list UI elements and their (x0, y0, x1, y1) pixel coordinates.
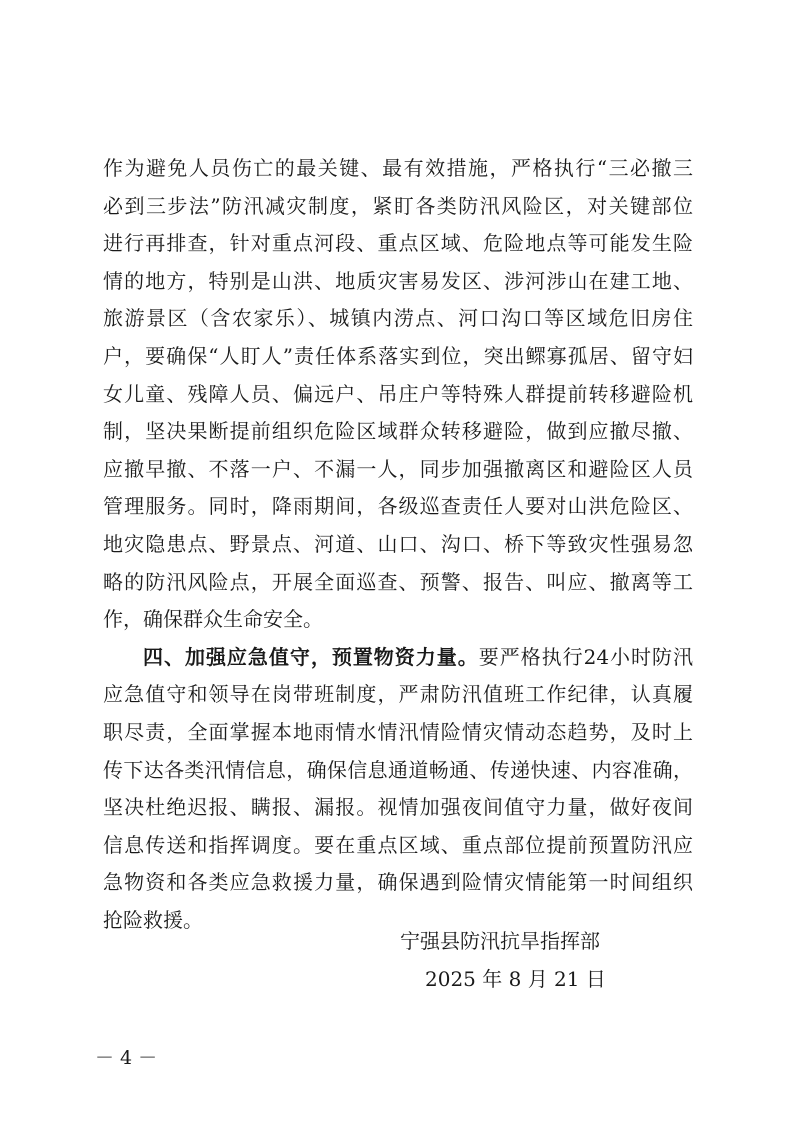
paragraph-line: 必到三步法”防汛减灾制度，紧盯各类防汛风险区，对关键部位 (103, 193, 693, 218)
body-text (103, 150, 693, 939)
paragraph-line: 抢险救援。 (103, 907, 203, 932)
paragraph-line: 应撤早撤、不落一户、不漏一人，同步加强撤离区和避险区人员 (103, 456, 693, 481)
page-number: － 4 － (95, 1047, 158, 1069)
paragraph-line: 女儿童、残障人员、偏远户、吊庄户等特殊人群提前转移避险机 (103, 381, 693, 406)
paragraph-line: 作为避免人员伤亡的最关键、最有效措施，严格执行“三必撤三 (103, 156, 693, 180)
paragraph-line: 进行再排查，针对重点河段、重点区域、危险地点等可能发生险 (103, 231, 693, 256)
paragraph-line: 户，要确保“人盯人”责任体系落实到位，突出鳏寡孤居、留守妇 (103, 343, 693, 368)
paragraph-line: 职尽责，全面掌握本地雨情水情汛情险情灾情动态趋势，及时上 (103, 719, 693, 744)
signature-block (400, 922, 700, 998)
section-four-heading: 四、加强应急值守，预置物资力量。 (143, 644, 479, 669)
paragraph-line: 制，坚决果断提前组织危险区域群众转移避险，做到应撤尽撤、 (103, 419, 693, 444)
signature-date: 2025 年 8 月 21 日 (425, 967, 606, 991)
paragraph-line: 管理服务。同时，降雨期间，各级巡查责任人要对山洪危险区、 (103, 494, 693, 519)
section-four-first-line-text: 要严格执行24小时防汛 (478, 644, 693, 669)
paragraph-line: 急物资和各类应急救援力量，确保遇到险情灾情能第一时间组织 (103, 870, 693, 895)
paragraph-line: 略的防汛风险点，开展全面巡查、预警、报告、叫应、撤离等工 (103, 569, 693, 594)
section-four-first-line (103, 639, 693, 677)
paragraph-line: 传下达各类汛情信息，确保信息通道畅通、传递快速、内容准确， (103, 757, 693, 782)
paragraph-line: 旅游景区（含农家乐）、城镇内涝点、河口沟口等区域危旧房住 (103, 306, 693, 331)
paragraph-line: 作，确保群众生命安全。 (103, 607, 323, 632)
paragraph-line: 信息传送和指挥调度。要在重点区域、重点部位提前预置防汛应 (103, 832, 693, 857)
paragraph-line: 应急值守和领导在岗带班制度，严肃防汛值班工作纪律，认真履 (103, 682, 693, 707)
paragraph-line: 地灾隐患点、野景点、河道、山口、沟口、桥下等致灾性强易忽 (103, 531, 693, 556)
signature-organization: 宁强县防汛抗旱指挥部 (400, 929, 600, 953)
paragraph-line: 坚决杜绝迟报、瞒报、漏报。视情加强夜间值守力量，做好夜间 (103, 795, 693, 820)
paragraph-line: 情的地方，特别是山洪、地质灾害易发区、涉河涉山在建工地、 (103, 268, 693, 293)
